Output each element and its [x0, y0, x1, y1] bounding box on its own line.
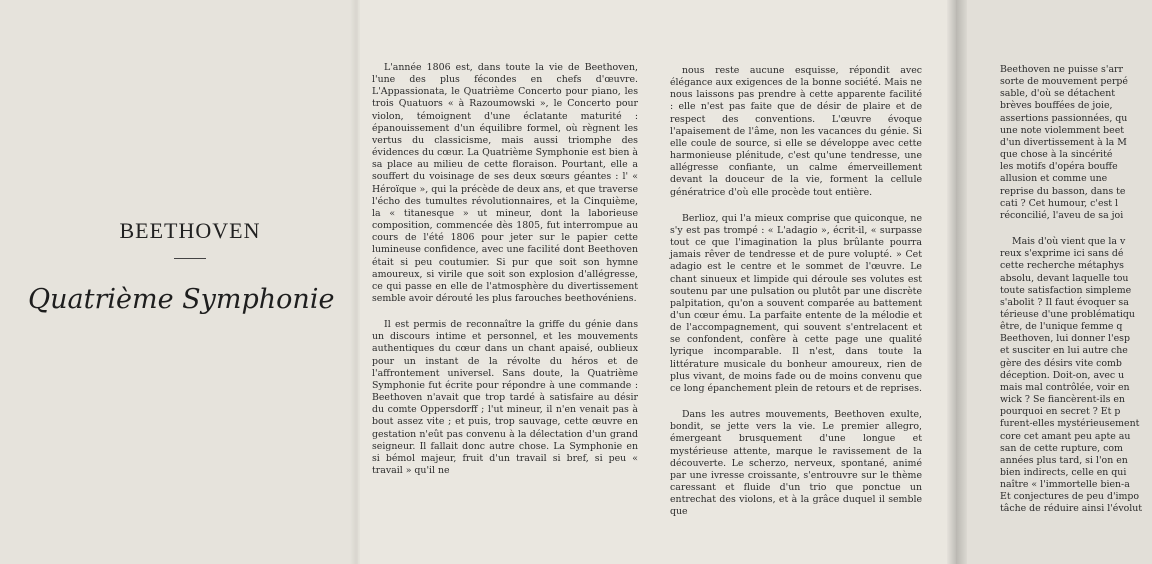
text-line: reprise du basson, dans te	[1000, 185, 1126, 197]
text-line: Mais d'où vient que la v	[1012, 236, 1126, 248]
text-line: et susciter en lui autre che	[1000, 345, 1128, 357]
text-line: tâche de réduire ainsi l'évolut	[1000, 503, 1143, 515]
text-line: sable, d'où se détachent	[1000, 88, 1116, 100]
text-line: brèves bouffées de joie,	[1000, 100, 1113, 112]
text-line: térieuse d'une problématiqu	[1000, 308, 1135, 320]
text-line: une note violemment beet	[1000, 124, 1125, 136]
page-fold-left	[350, 0, 360, 564]
text-line: san de cette rupture, com	[1000, 442, 1123, 454]
text-line: pourquoi en secret ? Et p	[1000, 406, 1121, 418]
text-line: s'abolit ? Il faut évoquer sa	[1000, 296, 1129, 308]
text-line: naître « l'immortelle bien-a	[1000, 479, 1130, 491]
text-line: absolu, devant laquelle tou	[1000, 272, 1129, 284]
text-line: furent-elles mystérieusement	[1000, 418, 1140, 430]
text-line: sorte de mouvement perpé	[1000, 76, 1128, 88]
paragraph: L'année 1806 est, dans toute la vie de Beethoven, l'une des plus fécondes en chefs d'œuvre. L'Appassionata, le Quatrième Concerto pour piano, les trois Quatuors « à Razoumowski », le Concerto pour violon, témoignent d'une éclatante maturité : épanouissement d'un équilibre formel, où règnent les vertus du classicisme, mais aussi triomphe des évidences du cœur. La Quatrième Symphonie est bien à sa place au milieu de cette floraison. Pourtant, elle a souffert du voisinage de ses deux sœurs géantes : l' « Héroïque », qui la précède de deux ans, et que traverse l'écho des tumultes révolutionnaires, et la Cinquième, la « titanesque » ut mineur, dont la laborieuse composition, commencée dès 1805, fut interrompue au cours de l'été 1806 pour jeter sur le papier cette lumineuse confidence, avec une facilité dont Beethoven était si peu coutumier. Si pur que soit son hymne amoureux, si virile que soit son explosion d'allégresse, ce qui passe en elle de l'atmosphère du divertissement semble avoir dérouté les plus farouches beethovéniens.	[372, 62, 638, 304]
paragraph: Berlioz, qui l'a mieux comprise que quiconque, ne s'y est pas trompé : « L'adagio », écrit-il, « surpasse tout ce que l'imagination la plus brûlante pourra jamais rêver de tendresse et de pure volupté. » Cet adagio est le centre et le sommet de l'œuvre. Le chant sinueux et limpide qui déroule ses volutes est soutenu par une pulsation ou plutôt par une discrète palpitation, qu'on a souvent comparée au battement d'un cœur ému. La parfaite entente de la mélodie et de l'accompagnement, qui souvent s'entrelacent et se confondent, confère à cette page une qualité lyrique incomparable. Il n'est, dans toute la littérature musicale du bonheur amoureux, rien de plus vivant, de moins fade ou de moins convenu que ce long épanchement plein de retours et de reprises.	[670, 212, 923, 394]
paragraph	[1000, 236, 1152, 516]
text-line: que chose à la sincérité	[1000, 149, 1113, 161]
text-line: gère des désirs vite comb	[1000, 357, 1122, 369]
text-line: années plus tard, si l'on en	[1000, 454, 1128, 466]
text-line: reux s'exprime ici sans dé	[1000, 248, 1124, 260]
text-line: déception. Doit-on, avec u	[1000, 369, 1125, 381]
composer-title: BEETHOVEN	[119, 218, 261, 243]
text-line: assertions passionnées, qu	[1000, 112, 1128, 124]
text-line: Beethoven, lui donner l'esp	[1000, 333, 1130, 345]
left-page	[0, 0, 358, 564]
text-line: Et conjectures de peu d'impo	[1000, 491, 1140, 503]
text-line: être, de l'unique femme q	[1000, 321, 1123, 333]
paragraph	[1000, 64, 1152, 222]
text-line: allusion et comme une	[1000, 173, 1108, 185]
text-line: réconcilié, l'aveu de sa joi	[1000, 209, 1124, 221]
text-column-3	[1000, 64, 1152, 530]
paragraph: Il est permis de reconnaître la griffe du génie dans un discours intime et personnel, et les mouvements authentiques du cœur dans un chant apaisé, oublieux pour un instant de la révolte du héros et de l'affrontement universel. Sans doute, la Quatrième Symphonie fut écrite pour répondre à une commande : Beethoven n'avait que trop tardé à satisfaire au désir du comte Oppersdorff ; l'ut mineur, il n'en venait pas à bout assez vite ; et puis, trop sauvage, cette œuvre en gestation n'eût pas convenu à la délectation d'un grand seigneur. Il fallait donc autre chose. La Symphonie en si bémol majeur, fruit d'un travail si bref, si peu « travail » qu'il ne	[372, 319, 638, 476]
text-line: Beethoven ne puisse s'arr	[1000, 64, 1123, 75]
text-line: cette recherche métaphys	[1000, 260, 1124, 272]
text-line: wick ? Se fiancèrent-ils en	[1000, 394, 1125, 406]
text-column-2	[670, 65, 922, 532]
text-line: toute satisfaction simpleme	[1000, 284, 1132, 296]
text-line: core cet amant peu apte au	[1000, 430, 1131, 442]
text-line: bien indirects, celle en qui	[1000, 467, 1127, 478]
title-divider	[174, 258, 206, 259]
work-title: Quatrième Symphonie	[28, 284, 335, 315]
page-fold-right	[947, 0, 967, 564]
text-line: d'un divertissement à la M	[1000, 136, 1127, 148]
paragraph: Dans les autres mouvements, Beethoven exulte, bondit, se jette vers la vie. Le premier allegro, émergeant brusquement d'une longue et mystérieuse attente, marque le ravissement de la découverte. Le scherzo, nerveux, spontané, animé par une ivresse croissante, s'entrouvre sur le thème caressant et fluide d'un trio que ponctue un entrechat des violons, et à la grâce duquel il semble que	[670, 409, 922, 518]
text-column-1	[372, 62, 638, 491]
text-line: les motifs d'opéra bouffe	[1000, 161, 1118, 173]
paragraph: nous reste aucune esquisse, répondit avec élégance aux exigences de la bonne société. Mais ne nous laissons pas prendre à cette apparente facilité : elle n'est pas faite que de désir de plaire et de respect des conventions. L'œuvre évoque l'apaisement de l'âme, non les vacances du génie. Si elle coule de source, si elle se développe avec cette harmonieuse plénitude, c'est qu'une tendresse, une allégresse confiante, un calme émerveillement devant la douceur de la vie, forment la cellule génératrice d'où elle procède tout entière.	[670, 65, 922, 198]
text-line: cati ? Cet humour, c'est l	[1000, 197, 1119, 209]
text-line: mais mal contrôlée, voir en	[1000, 381, 1130, 393]
